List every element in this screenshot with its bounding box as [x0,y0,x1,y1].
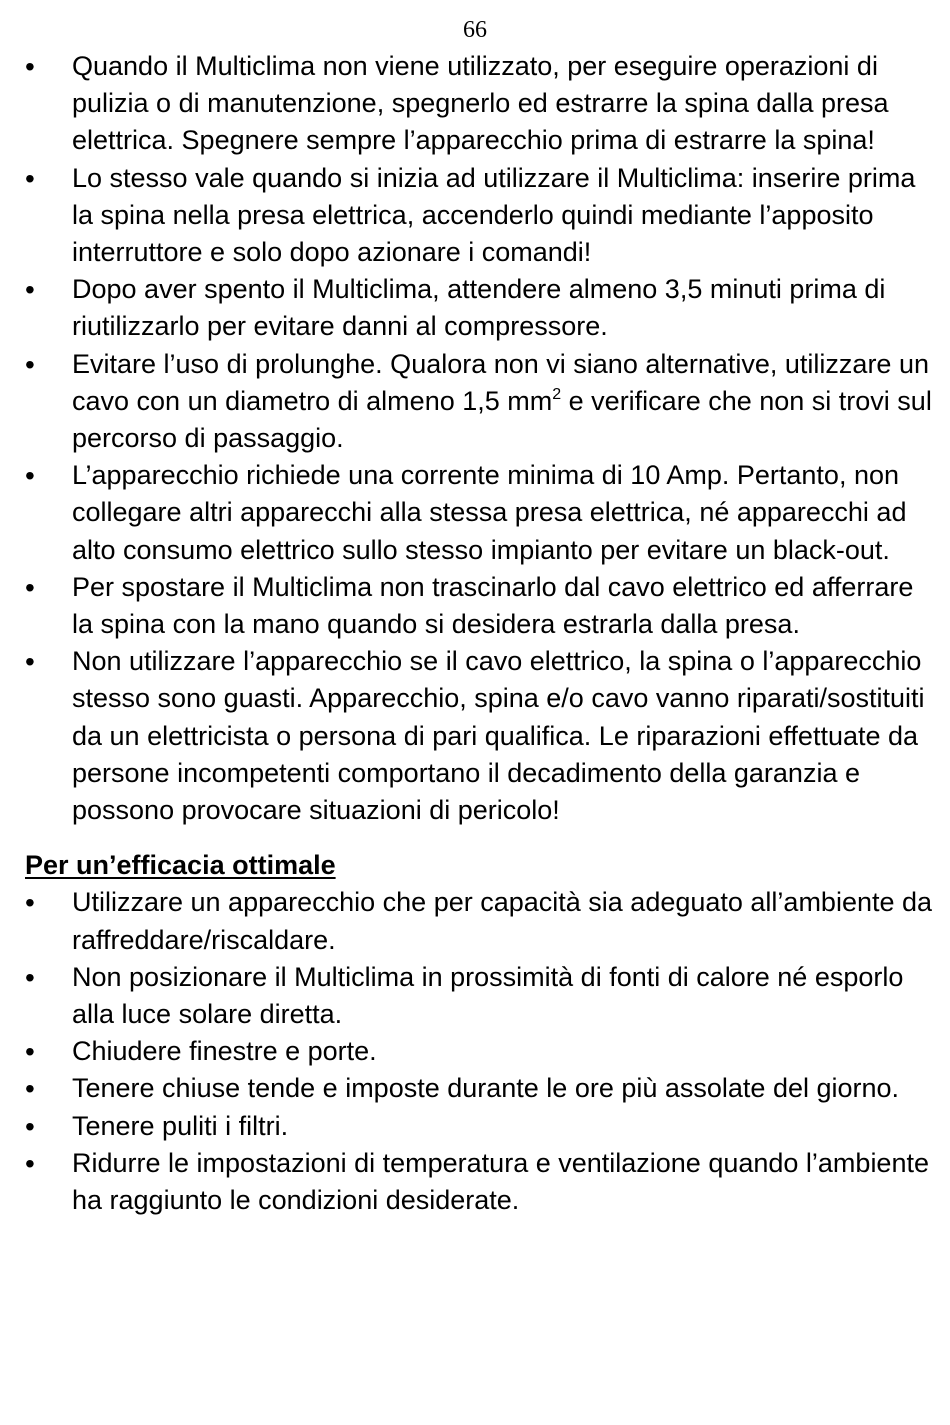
superscript: 2 [552,385,562,403]
efficiency-list [0,884,950,1219]
list-item-text: Evitare l’uso di prolunghe. Qualora non vi siano alternative, utilizzare un cavo con un diametro di almeno 1,5 mm [72,348,929,416]
list-item: • Tenere puliti i filtri. [0,1108,950,1145]
safety-list [0,48,950,829]
list-item: • Utilizzare un apparecchio che per capacità sia adeguato all’ambiente da raffreddare/riscaldare. [0,884,950,958]
list-item: • Tenere chiuse tende e imposte durante le ore più assolate del giorno. [0,1070,950,1107]
list-item: • Dopo aver spento il Multiclima, attendere almeno 3,5 minuti prima di riutilizzarlo per evitare danni al compressore. [0,271,950,345]
list-item: • Non posizionare il Multiclima in prossimità di fonti di calore né esporlo alla luce solare diretta. [0,959,950,1033]
list-item: • Per spostare il Multiclima non trascinarlo dal cavo elettrico ed afferrare la spina con la mano quando si desidera estrarla dalla presa. [0,569,950,643]
page-number: 66 [463,17,487,43]
list-item: • Non utilizzare l’apparecchio se il cavo elettrico, la spina o l’apparecchio stesso sono guasti. Apparecchio, spina e/o cavo vanno riparati/sostituiti da un elettricista o persona di pari qualifica. Le riparazioni effettuate da persone incompetenti comportano il decadimento della garanzia e possono provocare situazioni di pericolo! [0,643,950,829]
document-body [0,48,950,1219]
section-heading: Per un’efficacia ottimale [25,850,336,881]
list-item: • L’apparecchio richiede una corrente minima di 10 Amp. Pertanto, non collegare altri apparecchi alla stessa presa elettrica, né apparecchi ad alto consumo elettrico sullo stesso impianto per evitare un black-out. [0,457,950,569]
list-item: • Chiudere finestre e porte. [0,1033,950,1070]
list-item: • Quando il Multiclima non viene utilizzato, per eseguire operazioni di pulizia o di manutenzione, spegnerlo ed estrarre la spina dalla presa elettrica. Spegnere sempre l’apparecchio prima di estrarre la spina! [0,48,950,160]
list-item [0,346,950,458]
list-item-text: e verificare che non si trovi sul percorso di passaggio. [72,385,932,454]
list-item: • Lo stesso vale quando si inizia ad utilizzare il Multiclima: inserire prima la spina nella presa elettrica, accenderlo quindi mediante l’apposito interruttore e solo dopo azionare i comandi! [0,160,950,272]
list-item: • Ridurre le impostazioni di temperatura e ventilazione quando l’ambiente ha raggiunto le condizioni desiderate. [0,1145,950,1219]
